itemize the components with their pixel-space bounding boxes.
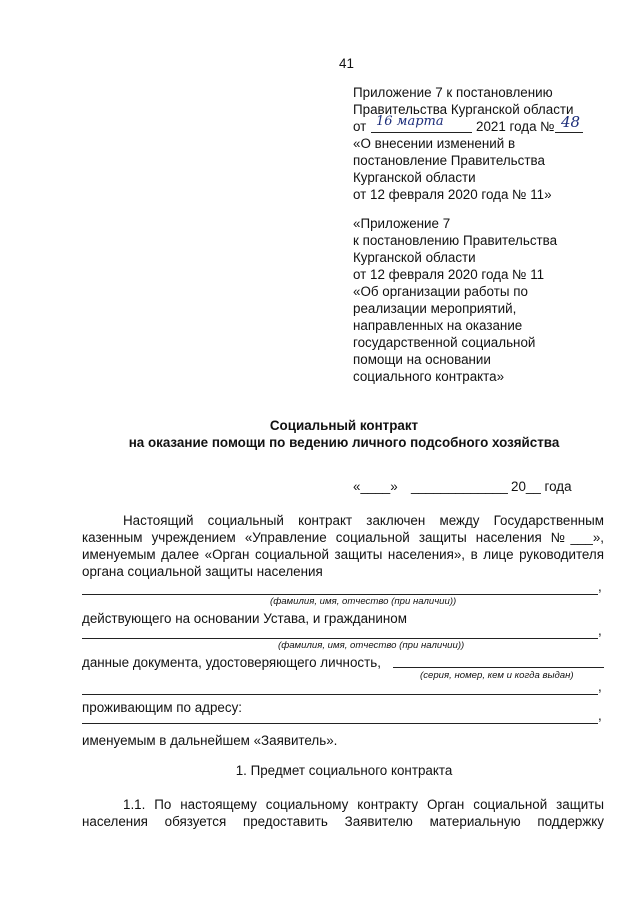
section-1-paragraph-line-2: населения обязуется предоставить Заявителю материальную поддержку [82,814,604,829]
id-document-hint: (серия, номер, кем и когда выдан) [420,670,574,681]
header-line-7: от 12 февраля 2020 года № 11» [353,187,552,202]
citizen-name-field[interactable] [82,638,598,639]
number-underline [555,132,583,133]
citizen-name-hint: (фамилия, имя, отчество (при наличии)) [278,640,465,651]
annex-line-10: социального контракта» [353,369,505,384]
annex-line-8: государственной социальной [353,335,536,350]
date-underline [371,132,472,133]
field-comma: , [598,623,602,638]
header-line-3-year: 2021 года № [476,119,555,134]
date-day: «____» [353,479,398,494]
section-1-heading: 1. Предмет социального контракта [235,763,453,778]
director-name-field[interactable] [82,594,598,595]
annex-line-5: «Об организации работы по [353,284,528,299]
applicant-designation: именуемым в дальнейшем «Заявитель». [82,733,338,748]
document-title-line-1: Социальный контракт [269,418,419,433]
intro-line-4: органа социальной защиты населения [82,564,323,579]
page-number: 41 [339,56,354,71]
header-line-4: «О внесении изменений в [353,136,516,151]
section-1-paragraph-line-1: 1.1. По настоящему социальному контракту Орган социальной защиты [123,797,604,812]
date-month: _____________ [411,479,508,494]
header-line-1: Приложение 7 к постановлению [353,85,553,100]
annex-line-4: от 12 февраля 2020 года № 11 [353,267,545,282]
header-line-3-from: от [353,119,367,134]
header-line-6: Курганской области [353,170,476,185]
id-document-field[interactable] [393,667,604,668]
annex-line-1: «Приложение 7 [353,216,451,231]
id-document-label: данные документа, удостоверяющего личность, [82,655,381,670]
field-comma: , [598,708,602,723]
date-year: 20__ года [511,479,572,494]
document-title-line-2: на оказание помощи по ведению личного подсобного хозяйства [128,435,560,450]
header-line-5: постановление Правительства [353,153,545,168]
annex-line-6: реализации мероприятий, [353,301,517,316]
annex-line-2: к постановлению Правительства [353,233,558,248]
handwritten-date: 16 марта [376,114,444,129]
annex-line-7: направленных на оказание [353,318,523,333]
handwritten-number: 48 [561,113,581,131]
field-comma: , [598,679,602,694]
field-comma: , [598,579,602,594]
intro-line-1: Настоящий социальный контракт заключен между Государственным [123,513,604,528]
annex-line-9: помощи на основании [353,352,491,367]
acting-basis-text: действующего на основании Устава, и гражданином [82,611,407,626]
intro-line-2: казенным учреждением «Управление социальной защиты населения №___», [82,530,604,545]
address-label: проживающим по адресу: [82,700,242,715]
director-name-hint: (фамилия, имя, отчество (при наличии)) [270,596,457,607]
intro-line-3: именуемым далее «Орган социальной защиты населения», в лице руководителя [82,547,604,562]
id-document-field-continued[interactable] [82,694,598,695]
header-line-2: Правительства Курганской области [353,102,574,117]
address-field[interactable] [82,723,598,724]
annex-line-3: Курганской области [353,250,476,265]
